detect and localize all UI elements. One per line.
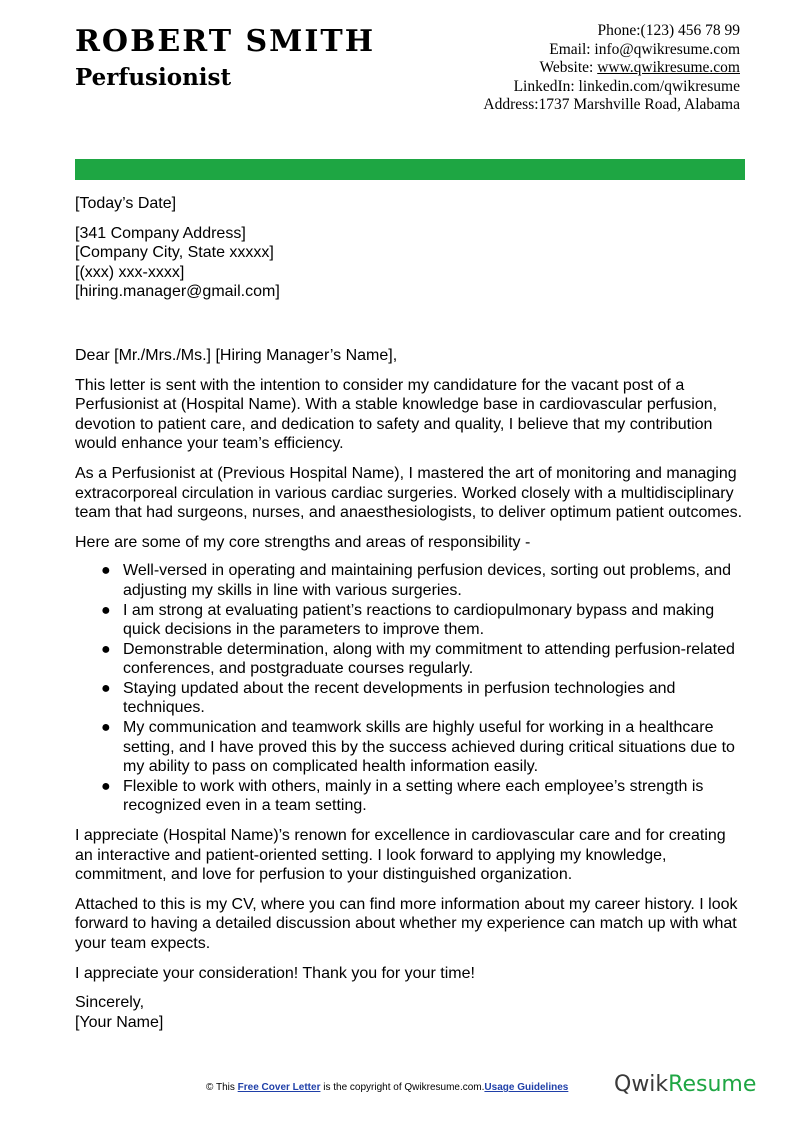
qwikresume-logo (614, 1072, 756, 1098)
recipient-line: [(xxx) xxx-xxxx] (75, 263, 185, 281)
bullet-icon: ● (101, 777, 111, 795)
contact-phone: Phone:(123) 456 78 99 (597, 22, 740, 39)
thanks-line: I appreciate your consideration! Thank you for your time! (75, 964, 475, 982)
recipient-line: [hiring.manager@gmail.com] (75, 283, 280, 301)
contact-block (440, 22, 740, 115)
strength-item (101, 679, 745, 718)
bullet-icon: ● (101, 601, 111, 619)
bullet-icon: ● (101, 679, 111, 697)
logo-text-qwik: Qwik (614, 1072, 669, 1097)
contact-website (440, 59, 740, 78)
recipient-line: [341 Company Address] (75, 224, 246, 242)
closing: Sincerely, (75, 994, 145, 1012)
copyright-icon: © (206, 1082, 214, 1093)
contact-address: Address:1737 Marshville Road, Alabama (483, 96, 740, 114)
strength-item (101, 640, 745, 679)
strength-text: Flexible to work with others, mainly in a setting where each employee’s strength is recognized even in a team setting. (123, 777, 704, 815)
letter-date: [Today’s Date] (75, 195, 177, 212)
paragraph-experience: As a Perfusionist at (Previous Hospital Name), I mastered the art of monitoring and managing extracorporeal circulation in various cardiac surgeries. Worked closely with a multidisciplinary team that had surgeons, nurses, and anaesthesiologists, to deliver optimum patient outcomes. (75, 464, 743, 522)
accent-divider-bar (75, 159, 745, 180)
contact-email: Email: info@qwikresume.com (549, 40, 740, 58)
recipient-line: [Company City, State xxxxx] (75, 244, 274, 262)
contact-linkedin: LinkedIn: linkedin.com/qwikresume (513, 77, 740, 95)
job-title: Perfusionist (75, 64, 232, 91)
strength-text: Well-versed in operating and maintaining perfusion devices, sorting out problems, and adjusting my skills in line with various surgeries. (123, 562, 732, 599)
strength-text: My communication and teamwork skills are highly useful for working in a healthcare setting, and I have proved this by the success achieved during critical situations due to my ability to pass on complicated health information easily. (123, 719, 735, 776)
copyright-notice (206, 1081, 568, 1095)
bullet-icon: ● (101, 562, 111, 580)
copyright-text: This (213, 1082, 238, 1093)
logo-text-resume: Resume (668, 1072, 757, 1097)
footer (0, 1072, 800, 1100)
letter-body (75, 194, 745, 1032)
bullet-icon: ● (101, 719, 111, 737)
strength-item (101, 718, 745, 777)
strengths-intro: Here are some of my core strengths and areas of responsibility - (75, 533, 531, 551)
strength-item (101, 561, 745, 600)
strength-item (101, 777, 745, 816)
strength-text: Demonstrable determination, along with my commitment to attending perfusion-related conferences, and postgraduate courses regularly. (123, 640, 735, 678)
strengths-list (75, 561, 745, 816)
copyright-text: is the copyright of Qwikresume.com. (320, 1082, 485, 1093)
applicant-name: ROBERT SMITH (75, 24, 376, 59)
strength-text: I am strong at evaluating patient’s reactions to cardiopulmonary bypass and making quick decisions in the parameters to improve them. (123, 601, 715, 639)
website-label: Website: (539, 59, 598, 77)
website-link[interactable]: www.qwikresume.com (597, 59, 740, 77)
strength-text: Staying updated about the recent developments in perfusion technologies and techniques. (123, 679, 676, 717)
salutation: Dear [Mr./Mrs./Ms.] [Hiring Manager’s Name], (75, 346, 398, 364)
usage-guidelines-link[interactable]: Usage Guidelines (484, 1082, 569, 1093)
free-cover-letter-link[interactable]: Free Cover Letter (237, 1082, 321, 1093)
recipient-address (75, 224, 745, 302)
strength-item (101, 601, 745, 640)
signature: [Your Name] (75, 1013, 164, 1031)
paragraph-attachment: Attached to this is my CV, where you can find more information about my career history. I look forward to having a detailed discussion about whether my experience can match up with what your team expects. (75, 895, 738, 952)
bullet-icon: ● (101, 640, 111, 658)
paragraph-appreciation: I appreciate (Hospital Name)’s renown for excellence in cardiovascular care and for creating an interactive and patient-oriented setting. I look forward to applying my knowledge, commitment, and love for perfusion to your distinguished organization. (75, 827, 726, 884)
paragraph-intro: This letter is sent with the intention to consider my candidature for the vacant post of a Perfusionist at (Hospital Name). With a stable knowledge base in cardiovascular perfusion, devotion to patient care, and dedication to safety and quality, I believe that my contribution would enhance your team’s efficiency. (75, 376, 718, 453)
